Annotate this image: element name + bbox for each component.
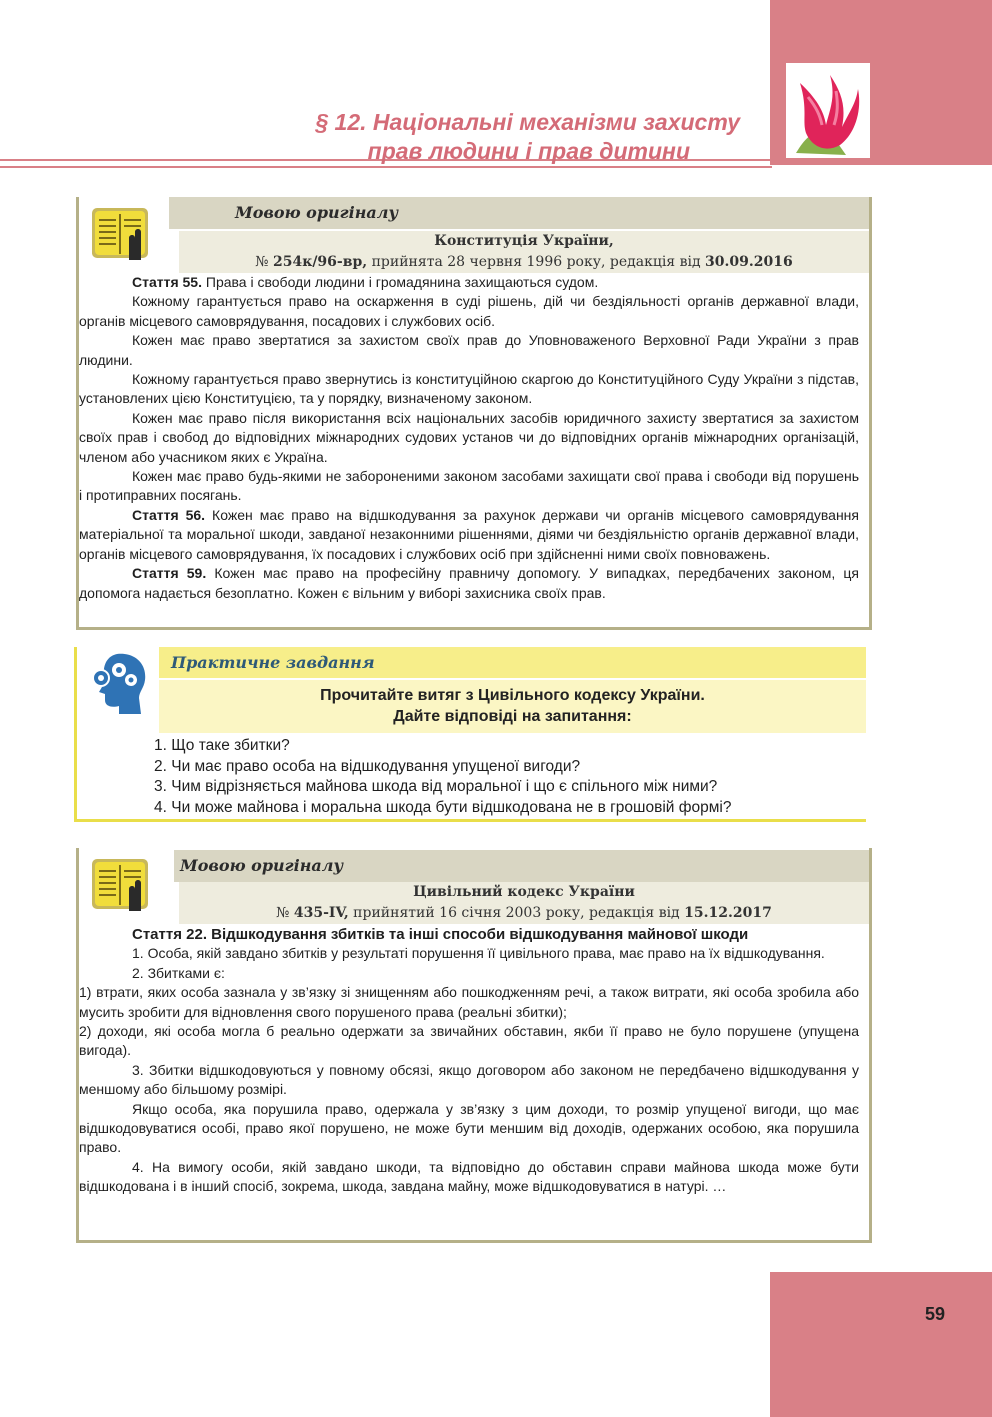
article-label: Стаття 55.: [132, 274, 202, 290]
task-instruction-line: Дайте відповіді на запитання:: [393, 708, 632, 725]
document-heading: [179, 231, 869, 273]
article-59: [79, 564, 859, 603]
paragraph: Кожен має право після використання всіх національних засобів юридичного захисту звертатися за захистом своїх прав і свобод до відповідних міжнародних судових установ чи до відповідних органів міжнародних організацій, членом або учасником яких є Україна.: [79, 409, 859, 465]
article-label: Стаття 56.: [132, 506, 206, 523]
task-border: [74, 647, 77, 822]
paragraph: Кожному гарантується право звернутись із конституційною скаргою до Конституційного Суду України з підстав, установлених цією Конституцією, та у порядку, визначеному законом.: [79, 371, 859, 407]
chapter-title-line2: прав людини і прав дитини: [367, 138, 690, 164]
book-hand-icon: [89, 853, 151, 915]
paragraph: 2) доходи, які особа могла б реально одержати за звичайних обставин, якби її право не було порушене (упущена вигода).: [79, 1023, 859, 1059]
question-item: 2. Чи має право особа на відшкодування упущеної вигоди?: [154, 757, 581, 775]
question-list: [154, 736, 731, 818]
task-instruction-line: Прочитайте витяг з Цивільного кодексу України.: [320, 687, 705, 704]
task-instructions: [159, 680, 866, 733]
paragraph: Кожен має право звертатися за захистом своїх прав до Уповноваженого Верховної Ради України з прав людини.: [79, 332, 859, 368]
doc-number: 254к/96-вр,: [272, 254, 368, 270]
article-text: [79, 925, 859, 1197]
paragraph: Кожен має право будь-якими не забороненими законом засобами захищати свої права і свободи від порушень і протиправних посягань.: [79, 468, 859, 504]
article-56: [79, 506, 859, 564]
paragraph: 2. Збитками є:: [132, 964, 225, 981]
practical-task-box: [74, 647, 866, 822]
document-heading: [179, 882, 869, 924]
article-55: [79, 273, 859, 292]
article-22-heading: Стаття 22. Відшкодування збитків та інші способи відшкодування майнової шкоди: [132, 926, 749, 943]
doc-edition-date: 15.12.2017: [684, 905, 772, 921]
document-details: [179, 252, 869, 273]
article-body: Кожен має право на професійну правничу допомогу. У випадках, передбачених законом, ця допомога надається безоплатно. Кожен є вільним у виборі захисника своїх прав.: [79, 565, 859, 601]
footer-accent-tab: [770, 1272, 992, 1417]
question-item: 4. Чи може майнова і моральна шкода бути відшкодована не в грошовій формі?: [154, 798, 732, 816]
page-number: 59: [924, 1304, 945, 1324]
paragraph: 1) втрати, яких особа зазнала у зв’язку зі знищенням або пошкодженням речі, а також витрати, які особа зробила або мусить зробити для відновлення свого порушеного права (реальні збитки);: [79, 984, 859, 1020]
doc-number-prefix: №: [255, 254, 273, 270]
article-body: Права і свободи людини і громадянина захищаються судом.: [202, 274, 599, 290]
document-details: [179, 903, 869, 924]
chapter-title-line1: § 12. Національні механізми захисту: [315, 109, 740, 135]
hand-flame-logo: [786, 63, 870, 158]
chapter-title: [230, 108, 740, 166]
document-title: Цивільний кодекс України: [413, 884, 635, 900]
constitution-excerpt-box: [76, 197, 872, 630]
source-label: Мовою оригіналу: [169, 197, 869, 229]
doc-number-prefix: №: [276, 905, 294, 921]
source-label: Мовою оригіналу: [174, 850, 869, 882]
doc-edition-date: 30.09.2016: [705, 254, 793, 270]
civil-code-excerpt-box: [76, 848, 872, 1243]
paragraph: 1. Особа, якій завдано збитків у результаті порушення її цивільного права, має право на їх відшкодування.: [132, 945, 825, 962]
paragraph: 3. Збитки відшкодовуються у повному обсязі, якщо договором або законом не передбачено відшкодування у меншому або більшому розмірі.: [79, 1061, 859, 1098]
doc-number: 435-IV,: [293, 905, 349, 921]
document-title: Конституція України,: [434, 233, 614, 249]
header-rule: [0, 166, 772, 168]
article-text: [79, 273, 859, 603]
article-body: Кожен має право на відшкодування за рахунок держави чи органів місцевого самоврядування матеріальної та моральної шкоди, завданої незаконними рішеннями, діями чи бездіяльністю органів державної влади, органів місцевого самоврядування, їх посадових і службових осіб при здійсненні ними своїх повноважень.: [79, 506, 859, 562]
doc-adoption: прийнята 28 червня 1996 року, редакція від: [367, 254, 706, 270]
paragraph: Кожному гарантується право на оскарження в суді рішень, дій чи бездіяльності органів державної влади, органів місцевого самоврядування, посадових і службових осіб.: [79, 293, 859, 329]
book-hand-icon: [89, 202, 151, 264]
question-item: 3. Чим відрізняється майнова шкода від моральної і що є спільного між ними?: [154, 778, 718, 795]
paragraph: Якщо особа, яка порушила право, одержала у зв’язку з цим доходи, то розмір упущеної вигоди, що має відшкодовуватися особі, право якої порушено, не може бути меншим від доходів, одержаних особою, яка порушила право.: [79, 1100, 859, 1156]
paragraph: 4. На вимогу особи, якій завдано шкоди, та відповідно до обставин справи майнова шкода може бути відшкодована і в інший спосіб, зокрема, шкода, завдана майну, може відшкодовуватися в натурі. …: [79, 1158, 859, 1195]
head-gears-icon: [91, 650, 149, 718]
task-label: Практичне завдання: [159, 647, 866, 678]
doc-adoption: прийнятий 16 січня 2003 року, редакція від: [348, 905, 685, 921]
article-label: Стаття 59.: [132, 565, 207, 582]
question-item: 1. Що таке збитки?: [154, 737, 290, 754]
